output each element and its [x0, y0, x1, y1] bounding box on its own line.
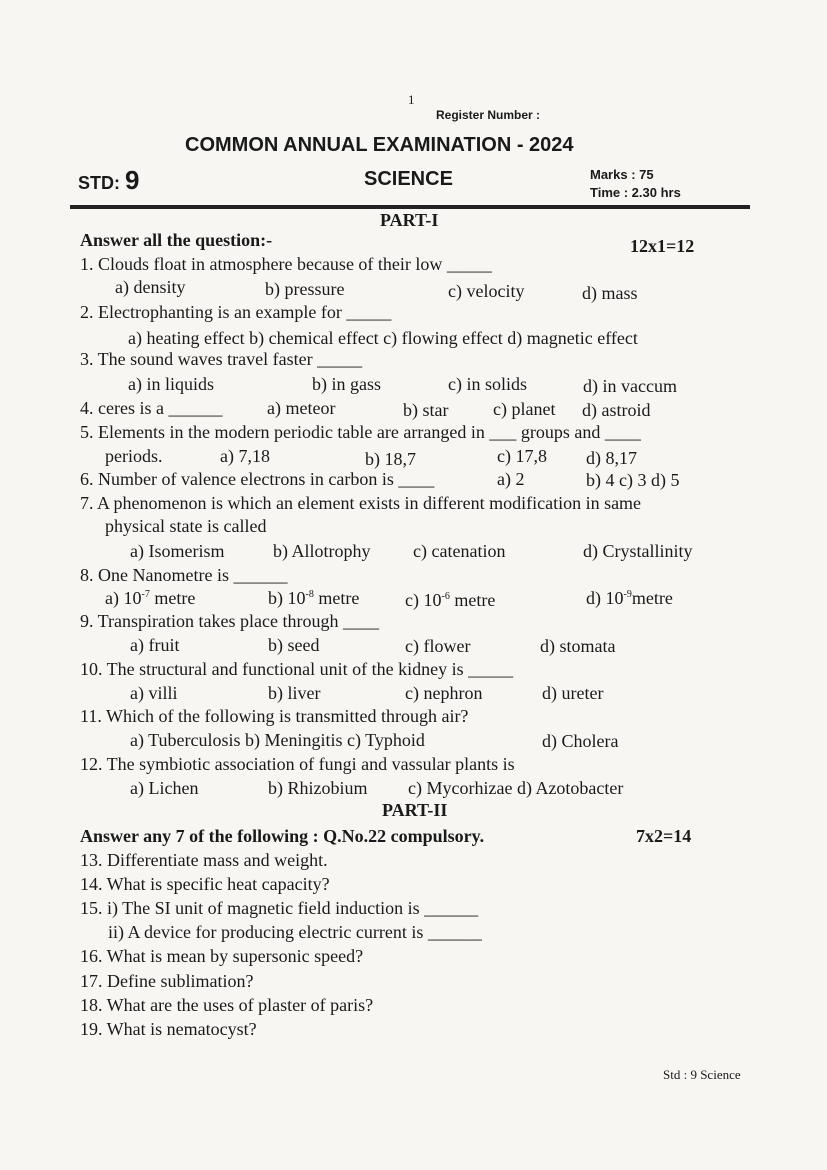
part2-title: PART-II: [382, 800, 448, 820]
question-line: a) villi: [130, 683, 178, 703]
q8-a-exp: -7: [141, 589, 150, 600]
question-line: d) Crystallinity: [583, 541, 693, 561]
question-line: a) 2: [497, 469, 525, 489]
std-value: 9: [125, 165, 140, 195]
question-line: c) nephron: [405, 683, 483, 703]
question-line: a) Tuberculosis b) Meningitis c) Typhoid: [130, 730, 425, 750]
question-line: a) heating effect b) chemical effect c) flowing effect d) magnetic effect: [128, 328, 638, 348]
part1-title: PART-I: [380, 210, 439, 230]
question-line: d) astroid: [582, 400, 651, 420]
q8-option-a: [105, 588, 195, 609]
part1-instruction: Answer all the question:-: [80, 230, 273, 250]
question-line: a) fruit: [130, 635, 180, 655]
question-line: b) in gass: [312, 374, 381, 394]
question-line: b) Rhizobium: [268, 778, 368, 798]
question-line: c) catenation: [413, 541, 506, 561]
question-line: d) stomata: [540, 636, 616, 656]
question-line: b) 18,7: [365, 449, 416, 469]
part2-question: 17. Define sublimation?: [80, 971, 254, 991]
question-line: 5. Elements in the modern periodic table are arranged in ___ groups and ____: [80, 422, 641, 442]
question-line: 2. Electrophanting is an example for _____: [80, 302, 392, 322]
question-line: a) Isomerism: [130, 541, 225, 561]
question-line: 12. The symbiotic association of fungi and vassular plants is: [80, 754, 515, 774]
question-line: 8. One Nanometre is ______: [80, 565, 288, 585]
header-rule: [70, 205, 750, 209]
std-label: [78, 165, 139, 196]
q8-b-unit: metre: [313, 588, 360, 608]
std-text: STD:: [78, 173, 120, 193]
question-line: d) Cholera: [542, 731, 619, 751]
question-line: 9. Transpiration takes place through ____: [80, 611, 379, 631]
question-line: b) 4 c) 3 d) 5: [586, 470, 680, 490]
part2-question: 19. What is nematocyst?: [80, 1019, 257, 1039]
q8-c-exp: -6: [441, 591, 450, 602]
question-line: a) density: [115, 277, 186, 297]
q8-d-exp: -9: [623, 589, 632, 600]
part2-marks: 7x2=14: [636, 826, 692, 846]
q8-b: b) 10: [268, 588, 306, 608]
question-line: c) 17,8: [497, 446, 547, 466]
question-line: d) ureter: [542, 683, 604, 703]
part2-question: 15. i) The SI unit of magnetic field induction is ______: [80, 898, 479, 918]
part2-question: ii) A device for producing electric current is ______: [108, 922, 482, 942]
question-line: 6. Number of valence electrons in carbon is ____: [80, 469, 435, 489]
question-line: b) seed: [268, 635, 320, 655]
question-line: 4. ceres is a ______: [80, 398, 223, 418]
q8-option-d: [586, 588, 673, 609]
question-line: c) Mycorhizae d) Azotobacter: [408, 778, 624, 798]
q8-c: c) 10: [405, 590, 442, 610]
question-line: b) Allotrophy: [273, 541, 371, 561]
question-line: 7. A phenomenon is which an element exists in different modification in same: [80, 493, 642, 513]
q8-a-unit: metre: [149, 588, 196, 608]
q8-option-c: [405, 590, 495, 611]
q8-option-b: [268, 588, 359, 609]
part2-question: 13. Differentiate mass and weight.: [80, 850, 328, 870]
question-line: a) meteor: [267, 398, 336, 418]
question-line: 10. The structural and functional unit of the kidney is _____: [80, 659, 514, 679]
q8-a: a) 10: [105, 588, 142, 608]
part2-question: 14. What is specific heat capacity?: [80, 874, 330, 894]
question-line: d) in vaccum: [583, 376, 677, 396]
exam-title: COMMON ANNUAL EXAMINATION - 2024: [185, 134, 574, 156]
part2-instruction: Answer any 7 of the following : Q.No.22 compulsory.: [80, 826, 485, 846]
question-line: 1. Clouds float in atmosphere because of their low _____: [80, 254, 492, 274]
question-line: 11. Which of the following is transmitted through air?: [80, 706, 469, 726]
question-line: a) Lichen: [130, 778, 199, 798]
question-line: b) pressure: [265, 279, 345, 299]
question-line: c) flower: [405, 636, 471, 656]
question-line: periods.: [105, 446, 163, 466]
question-line: a) 7,18: [220, 446, 270, 466]
question-line: c) planet: [493, 399, 556, 419]
time: Time : 2.30 hrs: [590, 185, 681, 200]
q8-c-unit: metre: [449, 590, 496, 610]
question-line: a) in liquids: [128, 374, 214, 394]
q8-b-exp: -8: [305, 589, 314, 600]
question-line: d) 8,17: [586, 448, 637, 468]
question-line: c) in solids: [448, 374, 527, 394]
subject: SCIENCE: [364, 168, 453, 190]
q8-d: d) 10: [586, 588, 624, 608]
question-line: physical state is called: [105, 516, 267, 536]
part2-question: 16. What is mean by supersonic speed?: [80, 946, 364, 966]
footer: Std : 9 Science: [663, 1067, 741, 1082]
page-number: 1: [408, 92, 415, 107]
marks: Marks : 75: [590, 167, 654, 182]
question-line: d) mass: [582, 283, 638, 303]
question-line: c) velocity: [448, 281, 525, 301]
question-line: b) star: [403, 400, 449, 420]
question-line: b) liver: [268, 683, 321, 703]
part1-marks: 12x1=12: [630, 236, 695, 256]
register-number-label: Register Number :: [436, 108, 541, 122]
part2-question: 18. What are the uses of plaster of paris?: [80, 995, 374, 1015]
q8-d-unit: metre: [631, 588, 673, 608]
question-line: 3. The sound waves travel faster _____: [80, 349, 363, 369]
